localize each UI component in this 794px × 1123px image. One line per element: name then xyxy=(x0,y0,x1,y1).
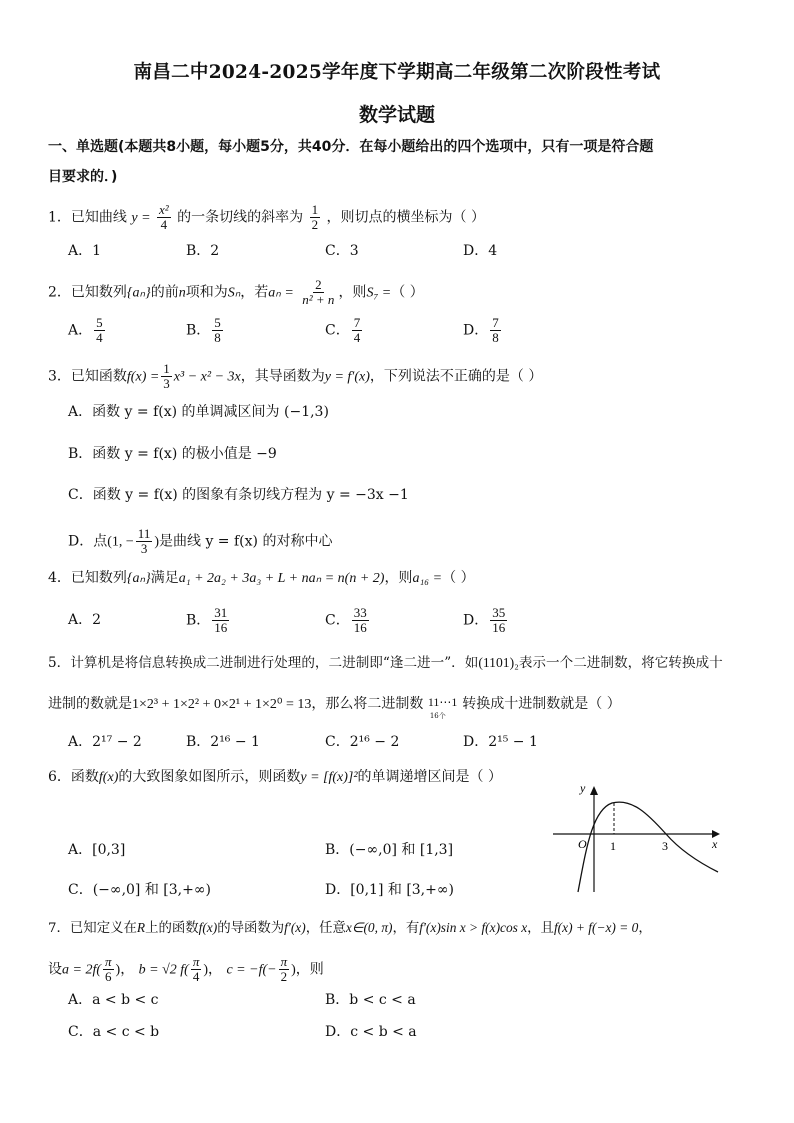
q7-option-b: B．b < c < a xyxy=(325,992,416,1008)
q4-option-c: C． $\frac{33}{16}$ xyxy=(325,605,367,635)
q4-option-d: D． $\frac{35}{16}$ xyxy=(463,605,506,635)
q6-option-b: B．(−∞,0] 和 [1,3] xyxy=(325,842,454,858)
tick-label-3: 3 xyxy=(662,839,668,853)
function-curve xyxy=(578,802,718,892)
q2-option-b: B． $\frac{5}{8}$ xyxy=(186,315,221,345)
question-7-line2: 设a = 2f( $\frac{\pi}{6}$ )， b = √2 f( $\frac{\pi}{4}$ )， c = −f(− $\frac{\pi}{2}$ )，则 xyxy=(48,954,324,984)
q5-option-c: C．2¹⁶ − 2 xyxy=(325,734,400,750)
question-1: 1．已知曲线 y = $\frac{\text{x²}}{4}$ 的一条切线的斜率为 $\frac{1}{2}$ ，则切点的横坐标为（ ） xyxy=(48,202,485,232)
section-heading-line1: 一、单选题(本题共8小题，每小题5分，共40分．在每小题给出的四个选项中，只有一项是符合题 xyxy=(48,139,654,155)
q2-option-c: C． $\frac{7}{4}$ xyxy=(325,315,361,345)
q3-option-c: C．函数 y = f(x) 的图象有条切线方程为 y = −3x −1 xyxy=(68,487,409,503)
q4-option-b: B． $\frac{31}{16}$ xyxy=(186,605,228,635)
q1-option-d: D．4 xyxy=(463,243,498,259)
question-2: 2．已知数列{aₙ}的前n项和为Sₙ，若aₙ = $\frac{2}{\text{n² + n}}$ ，则S₇ =（ ） xyxy=(48,277,424,307)
exam-subtitle: 数学试题 xyxy=(358,104,435,126)
y-axis-label: y xyxy=(580,781,586,795)
q2-fraction: $\frac{2}{\text{n² + n}}$ xyxy=(302,277,335,307)
q6-option-c: C．(−∞,0] 和 [3,+∞) xyxy=(68,882,211,898)
q5-option-a: A．2¹⁷ − 2 xyxy=(68,734,142,750)
origin-label: O xyxy=(578,837,587,851)
q3-option-d: D．点(1, − $\frac{11}{3}$ )是曲线 y = f(x) 的对称中心 xyxy=(68,526,333,556)
question-6: 6．函数f(x)的大致图象如图所示，则函数y = [f(x)]²的单调递增区间是（ ） xyxy=(48,769,502,785)
q2-option-d: D． $\frac{7}{8}$ xyxy=(463,315,499,345)
q3-option-a: A．函数 y = f(x) 的单调减区间为 (−1,3) xyxy=(68,404,329,420)
q1-curve: y = xyxy=(131,210,151,226)
q3-option-b: B．函数 y = f(x) 的极小值是 −9 xyxy=(68,446,277,462)
q5-option-b: B．2¹⁶ − 1 xyxy=(186,734,260,750)
q2-option-a: A． $\frac{5}{4}$ xyxy=(68,315,103,345)
question-5-line1: 5．计算机是将信息转换成二进制进行处理的，二进制即“逢二进一”．如(1101)₂表示一个二进制数，将它转换成十 xyxy=(48,655,723,671)
q1-text: 1．已知曲线 xyxy=(48,209,127,226)
binary-number-glyph: 11⋯1 16个 xyxy=(427,695,458,720)
exam-title: 南昌二中2024-2025学年度下学期高二年级第二次阶段性考试 xyxy=(133,62,661,83)
q7-option-c: C．a < c < b xyxy=(68,1024,160,1040)
section-heading-line2: 目要求的．) xyxy=(48,169,118,185)
q6-option-d: D．[0,1] 和 [3,+∞) xyxy=(325,882,454,898)
question-3: 3．已知函数f(x) = $\frac{1}{3}$ x³ − x² − 3x，其导函数为y = f′(x)，下列说法不正确的是（ ） xyxy=(48,361,543,391)
x-axis-label: x xyxy=(712,837,718,851)
question-4: 4．已知数列{aₙ}满足a₁ + 2a₂ + 3a₃ + L + naₙ = n(n + 2)，则a₁₆ =（ ） xyxy=(48,570,475,586)
q1-fraction: $\frac{\text{x²}}{4}$ xyxy=(159,202,169,232)
tick-label-1: 1 xyxy=(610,839,616,853)
y-axis-arrow xyxy=(590,786,598,795)
q1-option-c: C．3 xyxy=(325,243,359,259)
q6-option-a: A．[0,3] xyxy=(68,842,126,858)
q1-slope: $\frac{1}{2}$ xyxy=(311,202,319,232)
q1-option-b: B．2 xyxy=(186,243,220,259)
function-graph xyxy=(548,780,728,895)
question-7-line1: 7．已知定义在R上的函数f(x)的导函数为f′(x)，任意x∈(0, π)，有f′(x)sin x > f(x)cos x，且f(x) + f(−x) = 0， xyxy=(48,920,652,936)
question-5-line2: 进制的数就是1×2³ + 1×2² + 0×2¹ + 1×2⁰ = 13，那么将二进制数 11⋯1 16个 转换成十进制数就是（ ） xyxy=(48,695,621,720)
q7-option-d: D．c < b < a xyxy=(325,1024,417,1040)
q7-option-a: A．a < b < c xyxy=(68,992,159,1008)
q4-option-a: A．2 xyxy=(68,612,102,628)
q1-option-a: A．1 xyxy=(68,243,102,259)
q5-option-d: D．2¹⁵ − 1 xyxy=(463,734,538,750)
